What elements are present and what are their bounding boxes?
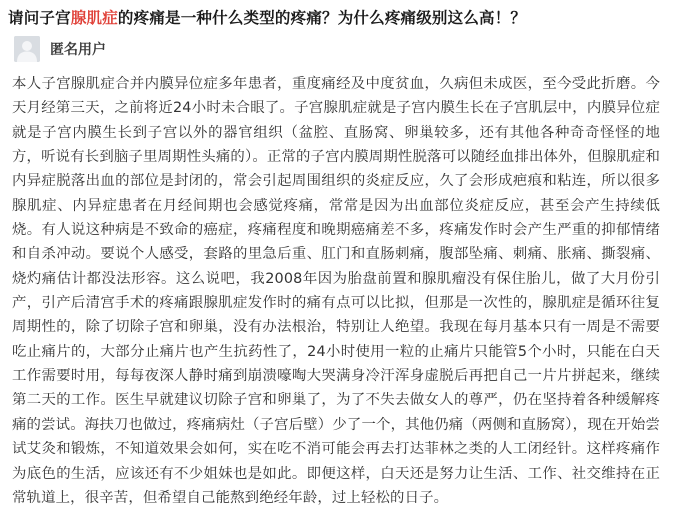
author-row — [14, 34, 662, 64]
question-title-prefix: 请问子宫 — [8, 9, 71, 27]
anonymous-user-icon[interactable] — [14, 36, 40, 62]
author-name[interactable]: 匿名用户 — [50, 42, 106, 58]
question-title[interactable] — [8, 6, 662, 30]
question-title-suffix: 的疼痛是一种什么类型的疼痛？为什么疼痛级别这么高！？ — [117, 9, 527, 27]
answer-body: 本人子宫腺肌症合并内膜异位症多年患者，重度痛经及中度贫血，久病但未成医，至今受此折磨。今天月经第三天，之前将近24小时未合眼了。子宫腺肌症就是子宫内膜生长在子宫肌层中，内膜异位症就是子宫内膜生长到子宫以外的器官组织（盆腔、直肠窝、卵巢较多，还有其他各种奇奇怪怪的地方，听说有长到脑子里周期性头痛的）。正常的子宫内膜周期性脱落可以随经血排出体外，但腺肌症和内异症脱落出血的部位是封闭的，常会引起周围组织的炎症反应，久了会形成疤痕和粘连，所以很多腺肌症、内异症患者在月经间期也会感觉疼痛，常常是因为出血部位炎症反应，甚至会产生持续低烧。有人说这种病是不致命的癌症，疼痛程度和晚期癌痛差不多，疼痛发作时会产生严重的抑郁情绪和自杀冲动。要说个人感受，套路的里急后重、肛门和直肠刺痛，腹部坠痛、刺痛、胀痛、撕裂痛、烧灼痛估计都没法形容。这么说吧，我2008年因为胎盘前置和腺肌瘤没有保住胎儿，做了大月份引产，引产后清宫手术的疼痛跟腺肌症发作时的痛有点可以比拟，但那是一次性的，腺肌症是循环往复周期性的，除了切除子宫和卵巢，没有办法根治，特别让人绝望。我现在每月基本只有一周是不需要吃止痛片的，大部分止痛片也产生抗药性了，24小时使用一粒的止痛片只能管5个小时，只能在白天工作需要时用，每每夜深人静时痛到崩溃嚎啕大哭满身冷汗浑身虚脱后再把自己一片片拼起来，继续第二天的工作。医生早就建议切除子宫和卵巢了，为了不失去做女人的尊严，仍在坚持着各种缓解疼痛的尝试。海扶刀也做过，疼痛病灶（子宫后壁）少了一个，其他仍痛（两侧和直肠窝），现在开始尝试艾灸和锻炼，不知道效果会如何，实在吃不消可能会再去打达菲林之类的人工闭经针。这样疼痛作为底色的生活，应该还有不少姐妹也是如此。即便这样，白天还是努力让生活、工作、社交维持在正常轨道上，很辛苦，但希望自己能熬到绝经年龄，过上轻松的日子。 — [12, 76, 660, 506]
question-title-highlight[interactable]: 腺肌症 — [70, 9, 118, 27]
